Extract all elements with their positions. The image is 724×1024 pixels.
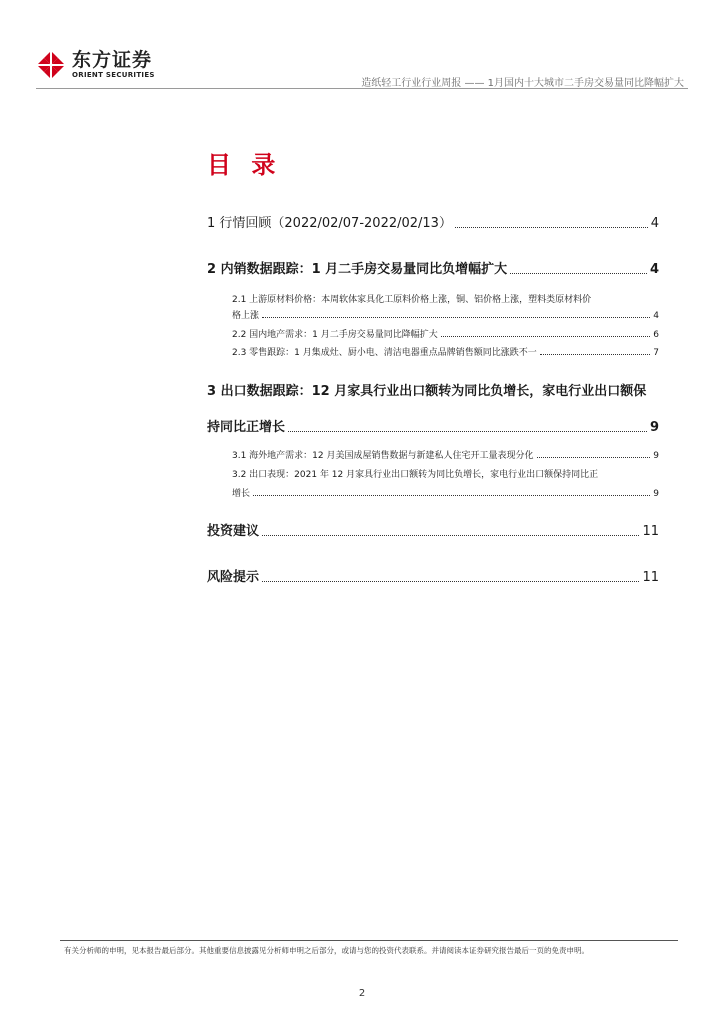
toc-entry-2-1-line1[interactable]: 2.1 上游原材料价格：本周软体家具化工原料价格上涨，铜、铝价格上涨，塑料类原材料价 bbox=[232, 295, 592, 305]
brand-name-en: ORIENT SECURITIES bbox=[72, 71, 155, 79]
toc-entry-label: 投资建议 bbox=[207, 524, 260, 539]
toc-entry-1[interactable] bbox=[207, 212, 659, 231]
leader-dots bbox=[540, 353, 651, 355]
toc-entry-page: 4 bbox=[653, 311, 659, 321]
leader-dots bbox=[510, 272, 647, 274]
toc-entry-page: 9 bbox=[649, 420, 659, 435]
toc-entry-label: 增长 bbox=[232, 489, 251, 499]
report-title: 造纸轻工行业行业周报 —— 1月国内十大城市二手房交易量同比降幅扩大 bbox=[361, 78, 684, 89]
toc-entry-label: 2.2 国内地产需求：1 月二手房交易量同比降幅扩大 bbox=[232, 330, 438, 340]
toc-heading: 目 录 bbox=[207, 151, 282, 179]
toc-entry-page: 9 bbox=[653, 489, 659, 499]
leader-dots bbox=[537, 456, 651, 458]
toc-entry-label: 2.3 零售跟踪：1 月集成灶、厨小电、清洁电器重点品牌销售额同比涨跌不一 bbox=[232, 348, 537, 358]
page-number: 2 bbox=[358, 988, 366, 999]
leader-dots bbox=[262, 580, 639, 582]
toc-entry-page: 4 bbox=[650, 216, 659, 231]
toc-entry-page: 9 bbox=[653, 451, 659, 461]
toc-entry-page: 4 bbox=[649, 262, 659, 277]
toc-entry-2[interactable] bbox=[207, 258, 659, 277]
header-divider bbox=[36, 88, 688, 89]
toc-entry-label: 2 内销数据跟踪：1 月二手房交易量同比负增幅扩大 bbox=[207, 262, 508, 277]
toc-entry-page: 7 bbox=[653, 348, 659, 358]
toc-entry-page: 6 bbox=[653, 330, 659, 340]
logo-diamond-icon bbox=[36, 50, 66, 80]
toc-entry-3[interactable] bbox=[207, 416, 659, 435]
toc-entry-investment-advice[interactable] bbox=[207, 520, 659, 539]
leader-dots bbox=[441, 335, 651, 337]
footer-divider bbox=[60, 940, 678, 941]
company-logo bbox=[36, 50, 155, 80]
toc-entry-page: 11 bbox=[642, 524, 659, 539]
toc-entry-3-1[interactable] bbox=[232, 448, 659, 461]
toc-entry-2-2[interactable] bbox=[232, 327, 659, 340]
toc-entry-label: 格上涨 bbox=[232, 311, 260, 321]
toc-entry-label: 1 行情回顾（2022/02/07-2022/02/13） bbox=[207, 216, 452, 231]
toc-entry-label: 风险提示 bbox=[207, 570, 260, 585]
toc-entry-risk-warning[interactable] bbox=[207, 566, 659, 585]
toc-entry-page: 11 bbox=[642, 570, 659, 585]
toc-entry-3-line1[interactable]: 3 出口数据跟踪：12 月家具行业出口额转为同比负增长，家电行业出口额保 bbox=[207, 384, 647, 399]
toc-entry-2-1[interactable] bbox=[232, 308, 659, 321]
toc-entry-2-3[interactable] bbox=[232, 345, 659, 358]
toc-entry-label: 持同比正增长 bbox=[207, 420, 286, 435]
leader-dots bbox=[262, 316, 650, 318]
brand-name-cn: 东方证券 bbox=[72, 49, 153, 71]
footer-disclaimer: 有关分析师的申明，见本报告最后部分。其他重要信息披露见分析师申明之后部分，或请与您的投资代表联系。并请阅读本证券研究报告最后一页的免责申明。 bbox=[64, 946, 589, 955]
toc-entry-3-2-line1[interactable]: 3.2 出口表现：2021 年 12 月家具行业出口额转为同比负增长，家电行业出口额保持同比正 bbox=[232, 470, 599, 480]
leader-dots bbox=[253, 494, 650, 496]
leader-dots bbox=[262, 534, 639, 536]
leader-dots bbox=[455, 226, 648, 228]
toc-entry-label: 3.1 海外地产需求：12 月美国成屋销售数据与新建私人住宅开工量表现分化 bbox=[232, 451, 534, 461]
leader-dots bbox=[288, 430, 647, 432]
toc-entry-3-2[interactable] bbox=[232, 486, 659, 499]
